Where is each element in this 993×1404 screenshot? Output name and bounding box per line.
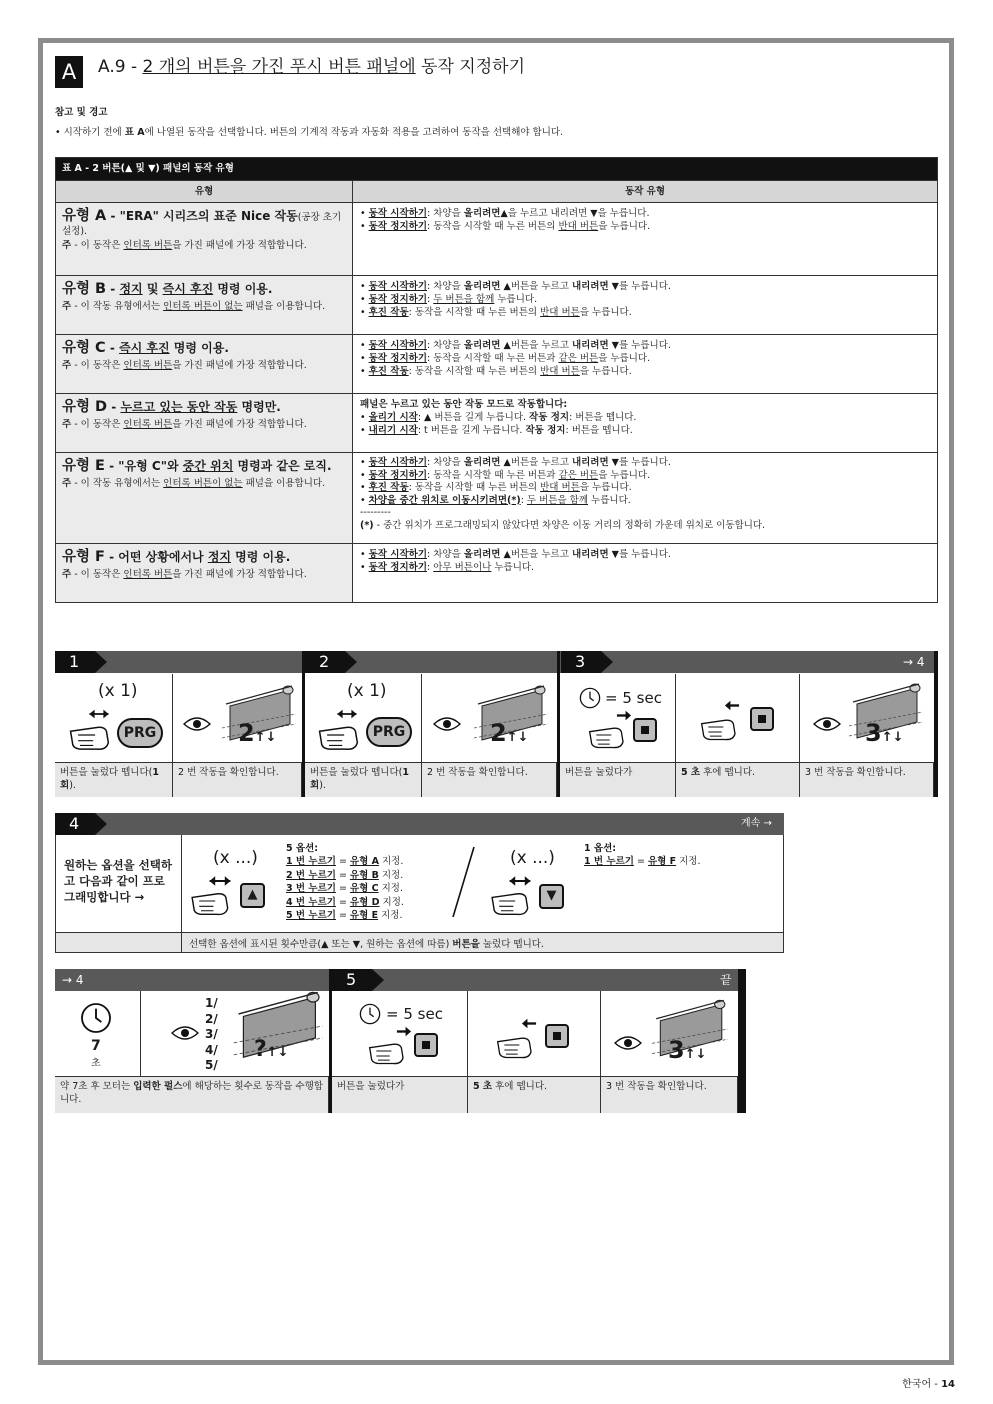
step-5-header-bar [55, 969, 746, 991]
options-5-list: 5 옵션: 1 번 누르기 = 유형 A 지정. 2 번 누르기 = 유형 B 지정. 3 번 누르기 = 유형 C 지정. 4 번 누르기 = 유형 D 지정. 5 번 누르기 = 유형 E 지정. [286, 843, 404, 922]
section-badge: A [55, 56, 83, 88]
step-2-caption-b: 2 번 작동을 확인합니다. [422, 762, 557, 797]
step-2-prg-button: PRG [366, 717, 412, 747]
step-2-number: 2 [305, 651, 345, 673]
step-3-cell-a [560, 674, 676, 762]
step-2-count: 2↑↓ [490, 719, 529, 747]
step-4-down-hand-icon [490, 885, 544, 917]
step-5-timer: = 5 sec [386, 1005, 443, 1023]
step-4-number: 4 [55, 813, 95, 835]
step-1-multiplier: (x 1) [98, 681, 138, 701]
step-4-down-button: ▼ [539, 884, 564, 909]
step-1-cell-a [55, 674, 173, 762]
page-footer: 한국어 - 14 [902, 1379, 955, 1390]
step-5-number: 5 [332, 969, 372, 991]
notes-heading: 참고 및 경고 [55, 107, 108, 118]
step-3-caption-b: 5 초 후에 뗍니다. [676, 762, 800, 797]
step-2-multiplier: (x 1) [347, 681, 387, 701]
step-3-number: 3 [561, 651, 601, 673]
step-5-count: 3↑↓ [668, 1036, 707, 1064]
step-2-caption-a: 버튼을 눌렀다 뗍니다(1 회). [305, 762, 422, 797]
step-3-cell-b [676, 674, 800, 762]
step-4-up-multiplier: (x ...) [213, 848, 258, 868]
continue-label: 계속 → [741, 818, 772, 829]
goto-step-4b-label: → 4 [62, 973, 84, 987]
page-title: A.9 - 2 개의 버튼을 가진 푸시 버튼 패널에 동작 지정하기 [98, 57, 525, 77]
step-4-up-button: ▲ [240, 883, 265, 908]
step-4-down-multiplier: (x ...) [510, 848, 555, 868]
table-row-type-c: 유형 C - 즉시 후진 명령 이용. 주 - 이 동작은 인터록 버튼을 가진 패널에 가장 적합합니다. • 동작 시작하기: 차양을 올리려면 ▲버튼을 누르고 내리려면 ▼를 누릅니다. • 동작 정지하기: 동작을 시작할 때 누른 버튼과 같은 버튼을 누릅니다. • 후진 작동: 동작을 시작할 때 누른 버튼의 반대 버튼을 누릅니다. [56, 334, 937, 393]
step-3-timer: = 5 sec [605, 689, 662, 707]
step-5-caption-a: 버튼을 눌렀다가 [332, 1076, 468, 1113]
step-4b-seconds-unit: 초 [91, 1058, 101, 1069]
step-4b-eye-icon [171, 1025, 199, 1041]
notes-bullet: • 시작하기 전에 표 A에 나열된 동작을 선택합니다. 버튼의 기계적 작동과 자동화 적용을 고려하여 동작을 선택해야 합니다. [55, 127, 564, 138]
step-4-header-bar [55, 813, 784, 835]
table-header [56, 180, 937, 202]
goto-step-4-label: → 4 [903, 655, 925, 669]
table-row-type-d: 유형 D - 누르고 있는 동안 작동 명령만. 주 - 이 동작은 인터록 버튼을 가진 패널에 가장 적합합니다. 패널은 누르고 있는 동안 작동 모드로 작동합니다: • 올리기 시작: ▲ 버튼을 길게 누릅니다. 작동 정지: 버튼을 뗍니다. • 내리기 시작: t 버튼을 길게 누릅니다. 작동 정지: 버튼을 뗍니다. [56, 393, 937, 452]
step-4b-count-list: 1/ 2/ 3/ 4/ 5/ [205, 996, 218, 1073]
step-5-cell-a [332, 991, 468, 1076]
step-4b-unknown-count: ?↑↓ [254, 1037, 289, 1062]
step-4b-caption: 약 7초 후 모터는 입력한 펄스에 해당하는 횟수로 동작을 수행합니다. [55, 1076, 329, 1113]
panel-edge [738, 969, 746, 1113]
options-divider-slash [450, 845, 476, 919]
step-1-caption-b: 2 번 작동을 확인합니다. [173, 762, 302, 797]
step-3-caption-c: 3 번 작동을 확인합니다. [800, 762, 934, 797]
step-4-footer-text: 선택한 옵션에 표시된 횟수만큼(▲ 또는 ▼, 원하는 옵션에 따름) 버튼을 눌렀다 뗍니다. [189, 939, 544, 950]
step-3-count: 3↑↓ [865, 719, 904, 747]
table-row-type-f: 유형 F - 어떤 상황에서나 정지 명령 이용. 주 - 이 동작은 인터록 버튼을 가진 패널에 가장 적합합니다. • 동작 시작하기: 차양을 올리려면 ▲버튼을 누르고 내리려면 ▼를 누릅니다. • 동작 정지하기: 아무 버튼이나 누릅니다. [56, 543, 937, 602]
step-4-up-hand-icon [190, 885, 244, 917]
step-4-instruction: 원하는 옵션을 선택하고 다음과 같이 프로그래밍합니다 → [56, 835, 182, 932]
table-row-type-a: 유형 A - "ERA" 시리즈의 표준 Nice 작동(공장 초기 설정). 주 - 이 동작은 인터록 버튼을 가진 패널에 가장 적합합니다. • 동작 시작하기: 차양을 올리려면▲을 누르고 내리려면 ▼을 누릅니다. • 동작 정지하기: 동작을 시작할 때 누른 버튼의 반대 버튼을 누릅니다. [56, 202, 937, 275]
step-5-eye-icon [614, 1035, 642, 1051]
step-2-cell-a [305, 674, 422, 762]
table-row-type-e: 유형 E - "유형 C"와 중간 위치 명령과 같은 로직. 주 - 이 작동 유형에서는 인터록 버튼이 없는 패널을 이용합니다. • 동작 시작하기: 차양을 올리려면 ▲버튼을 누르고 내리려면 ▼를 누릅니다. • 동작 정지하기: 동작을 시작할 때 누른 버튼과 같은 버튼을 누릅니다. • 후진 작동: 동작을 시작할 때 누른 버튼의 반대 버튼을 누릅니다. • 차양을 중간 위치로 이동시키려면(*): 두 버튼을 함께 누릅니다. --------- (*) - 중간 위치가 프로그래밍되지 않았다면 차양은 이동 거리의 정확히 가운데 위치로 이동합니다. [56, 452, 937, 543]
col-type-header: 유형 [56, 181, 353, 202]
panel-edge [934, 651, 938, 797]
table-row-type-b: 유형 B - 정지 및 즉시 후진 명령 이용. 주 - 이 작동 유형에서는 인터록 버튼이 없는 패널을 이용합니다. • 동작 시작하기: 차양을 올리려면 ▲버튼을 누르고 내리려면 ▼를 누릅니다. • 동작 정지하기: 두 버튼을 함께 누릅니다. • 후진 작동: 동작을 시작할 때 누른 버튼의 반대 버튼을 누릅니다. [56, 275, 937, 334]
step-1-prg-button: PRG [117, 718, 163, 748]
step-1-count: 2↑↓ [238, 719, 277, 747]
options-1-list: 1 옵션: 1 번 누르기 = 유형 F 지정. [584, 843, 701, 868]
step-4b-clock-icon [80, 1002, 112, 1034]
step-4b-seconds: 7 [91, 1038, 101, 1054]
step-3-eye-icon [813, 716, 841, 732]
step-5-caption-b: 5 초 후에 뗍니다. [468, 1076, 601, 1113]
steps-1-3-header-bar [55, 651, 938, 673]
step-5-caption-c: 3 번 작동을 확인합니다. [601, 1076, 738, 1113]
step-3-caption-a: 버튼을 눌렀다가 [560, 762, 676, 797]
table-caption: 표 A - 2 버튼(▲ 및 ▼) 패널의 동작 유형 [56, 158, 937, 180]
step-5-cell-b [468, 991, 601, 1076]
step-1-caption-a: 버튼을 눌렀다 뗍니다(1 회). [55, 762, 173, 797]
step-4-footer [56, 932, 783, 952]
table-a [55, 157, 938, 603]
step-2-eye-icon [433, 716, 461, 732]
end-label: 끝 [720, 973, 732, 987]
step-1-number: 1 [55, 651, 95, 673]
col-action-header: 동작 유형 [624, 186, 665, 197]
step-1-eye-icon [183, 716, 211, 732]
